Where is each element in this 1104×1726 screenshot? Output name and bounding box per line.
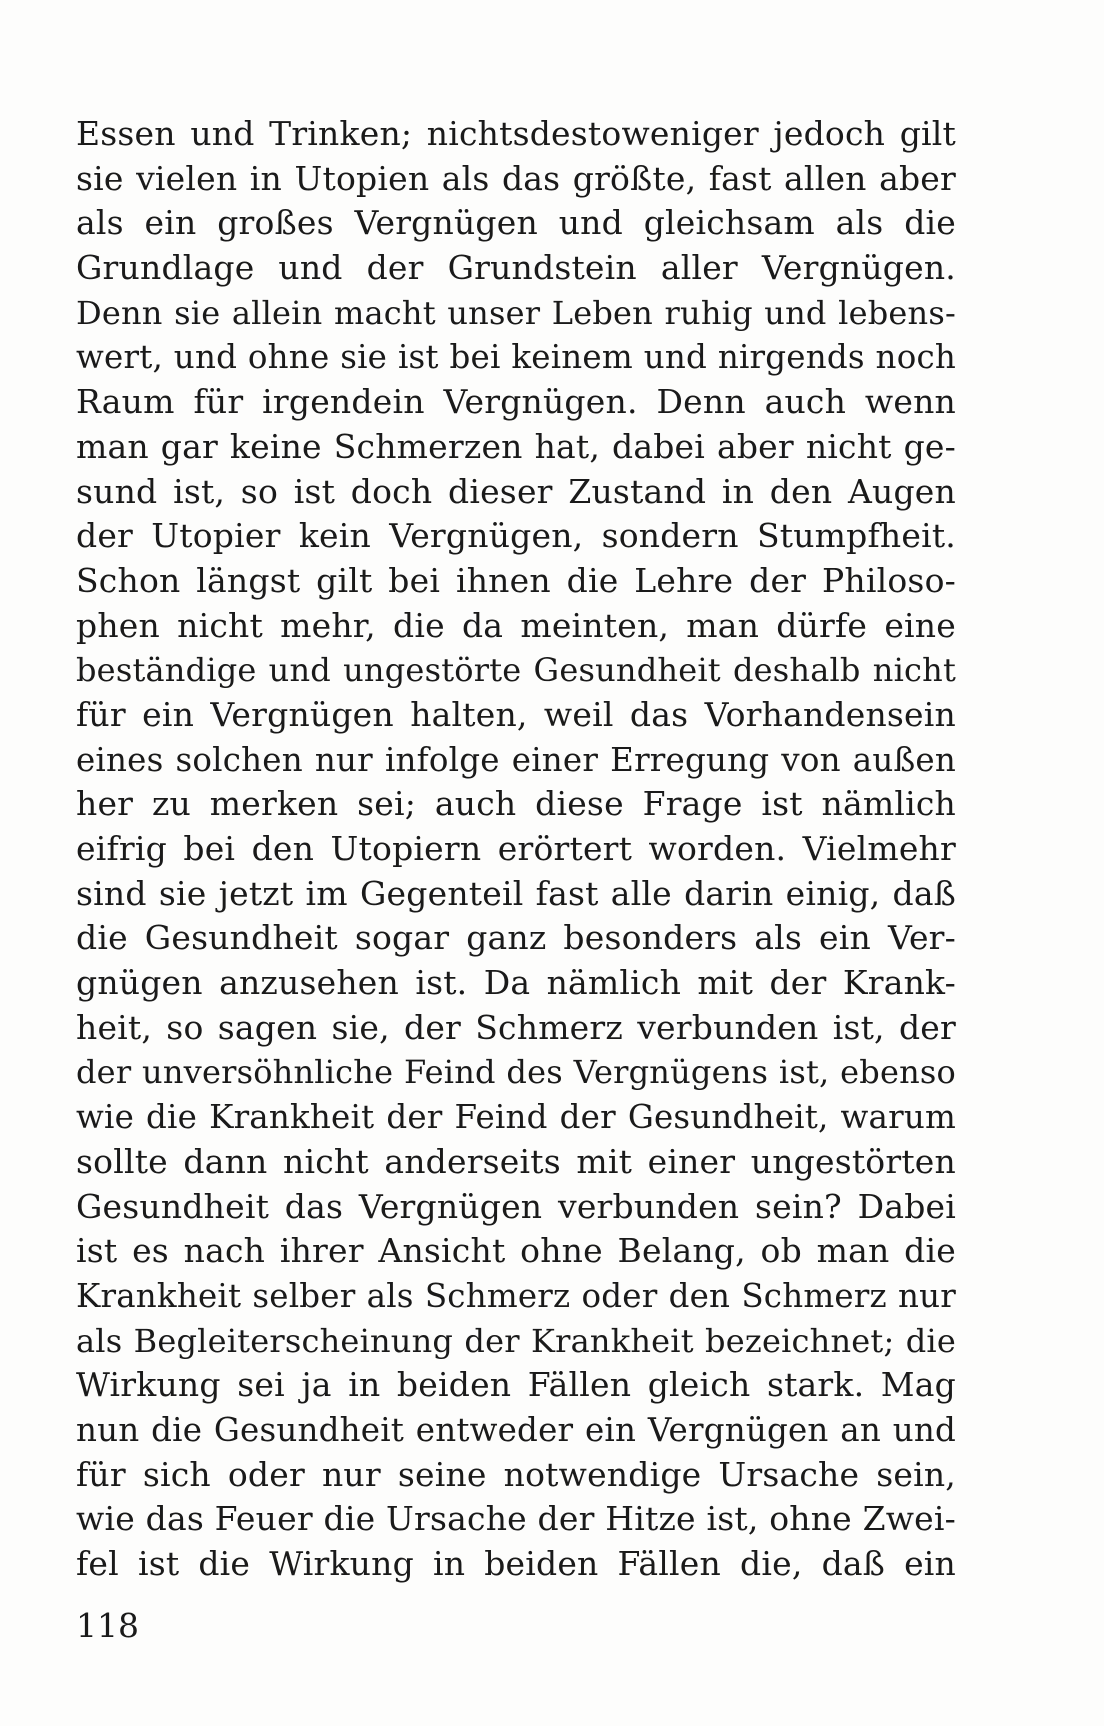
text-line: man gar keine Schmerzen hat, dabei aber nicht ge- bbox=[76, 426, 956, 466]
text-line: wert, und ohne sie ist bei keinem und nirgends noch bbox=[76, 338, 956, 377]
text-line: wie die Krankheit der Feind der Gesundheit, warum bbox=[76, 1098, 956, 1137]
text-line: für ein Vergnügen halten, weil das Vorhandensein bbox=[76, 694, 956, 734]
text-line: sie vielen in Utopien als das größte, fast allen aber bbox=[76, 158, 956, 198]
text-line: heit, so sagen sie, der Schmerz verbunden ist, der bbox=[76, 1007, 956, 1047]
text-line: sund ist, so ist doch dieser Zustand in den Augen bbox=[76, 471, 956, 511]
text-line: Gesundheit das Vergnügen verbunden sein? Dabei bbox=[76, 1186, 956, 1226]
text-line: Essen und Trinken; nichtsdestoweniger jedoch gilt bbox=[76, 114, 956, 153]
text-line: Krankheit selber als Schmerz oder den Schmerz nur bbox=[76, 1276, 956, 1315]
text-line: Wirkung sei ja in beiden Fällen gleich stark. Mag bbox=[76, 1365, 956, 1405]
text-line: Schon längst gilt bei ihnen die Lehre der Philoso- bbox=[76, 560, 956, 600]
text-line: als Begleiterscheinung der Krankheit bezeichnet; die bbox=[76, 1321, 956, 1360]
text-line: für sich oder nur seine notwendige Ursache sein, bbox=[76, 1454, 956, 1494]
text-line: Denn sie allein macht unser Leben ruhig und lebens- bbox=[76, 293, 956, 332]
text-line: her zu merken sei; auch diese Frage ist nämlich bbox=[76, 784, 956, 824]
text-line: eines solchen nur infolge einer Erregung von außen bbox=[76, 740, 956, 779]
text-line: als ein großes Vergnügen und gleichsam als die bbox=[76, 203, 956, 243]
text-line: die Gesundheit sogar ganz besonders als ein Ver- bbox=[76, 918, 956, 958]
page-number: 118 bbox=[76, 1606, 139, 1645]
text-line: phen nicht mehr, die da meinten, man dürfe eine bbox=[76, 605, 956, 645]
text-line: eifrig bei den Utopiern erörtert worden. Vielmehr bbox=[76, 829, 956, 868]
text-line: der Utopier kein Vergnügen, sondern Stumpfheit. bbox=[76, 516, 956, 556]
text-line: beständige und ungestörte Gesundheit deshalb nicht bbox=[76, 651, 956, 690]
text-line: wie das Feuer die Ursache der Hitze ist, ohne Zwei- bbox=[76, 1499, 957, 1539]
text-line: ist es nach ihrer Ansicht ohne Belang, ob man die bbox=[76, 1231, 956, 1271]
text-line: Raum für irgendein Vergnügen. Denn auch wenn bbox=[76, 382, 956, 422]
text-line: nun die Gesundheit entweder ein Vergnügen an und bbox=[76, 1410, 956, 1449]
text-line: sollte dann nicht anderseits mit einer ungestörten bbox=[76, 1141, 956, 1181]
text-line: der unversöhnliche Feind des Vergnügens ist, ebenso bbox=[76, 1053, 956, 1092]
text-line: sind sie jetzt im Gegenteil fast alle darin einig, daß bbox=[76, 873, 956, 913]
text-line: gnügen anzusehen ist. Da nämlich mit der Krank- bbox=[76, 963, 956, 1003]
text-line: fel ist die Wirkung in beiden Fällen die, daß ein bbox=[76, 1544, 956, 1583]
body-text bbox=[76, 112, 956, 1587]
text-line: Grundlage und der Grundstein aller Vergnügen. bbox=[76, 248, 956, 288]
